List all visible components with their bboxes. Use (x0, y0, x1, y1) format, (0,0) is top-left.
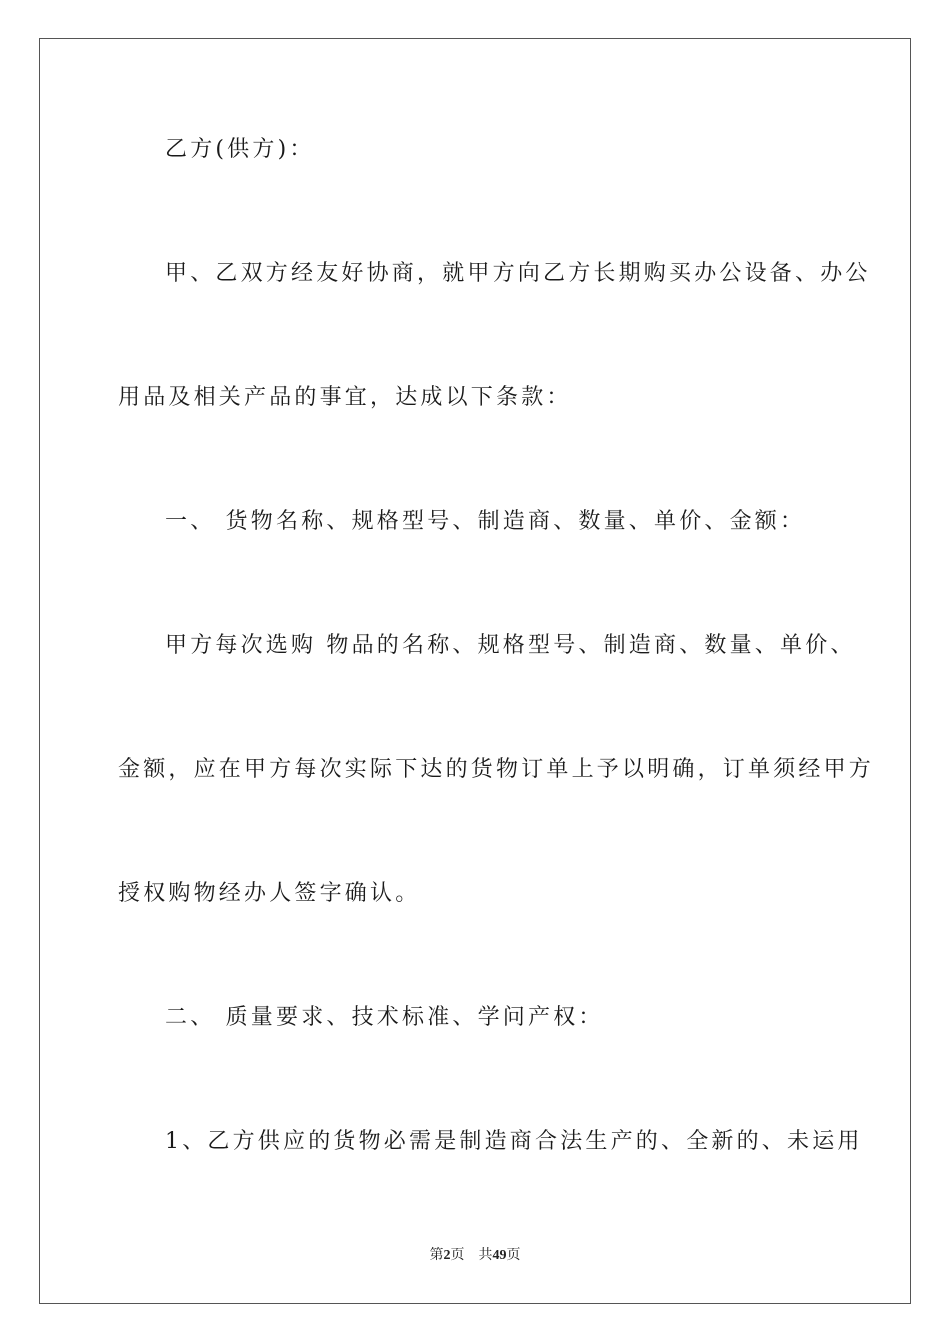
total-pages: 49 (492, 1248, 507, 1263)
page-suffix: 页 (450, 1248, 465, 1263)
total-suffix: 页 (506, 1248, 521, 1263)
party-b-label: 乙方(供方)： (165, 137, 315, 162)
section-1-body-line-3: 授权购物经办人签字确认。 (118, 881, 421, 906)
section-1-heading: 一、 货物名称、规格型号、制造商、数量、单价、金额： (165, 509, 806, 534)
page-footer (0, 1246, 950, 1266)
section-2-item-1: 1、乙方供应的货物必需是制造商合法生产的、全新的、未运用 (165, 1129, 863, 1154)
section-1-body-line-2: 金额，应在甲方每次实际下达的货物订单上予以明确，订单须经甲方 (118, 757, 875, 782)
section-1-body-line-1: 甲方每次选购 物品的名称、规格型号、制造商、数量、单价、 (165, 633, 856, 658)
page-prefix: 第 (429, 1248, 444, 1263)
paragraph-intro-line-2: 用品及相关产品的事宜，达成以下条款： (118, 385, 572, 410)
section-2-heading: 二、 质量要求、技术标准、学问产权： (165, 1005, 604, 1030)
total-prefix: 共 (478, 1248, 493, 1263)
page-number: 2 (443, 1248, 451, 1263)
page-border (39, 38, 911, 1304)
paragraph-intro-line-1: 甲、乙双方经友好协商，就甲方向乙方长期购买办公设备、办公 (165, 261, 871, 286)
